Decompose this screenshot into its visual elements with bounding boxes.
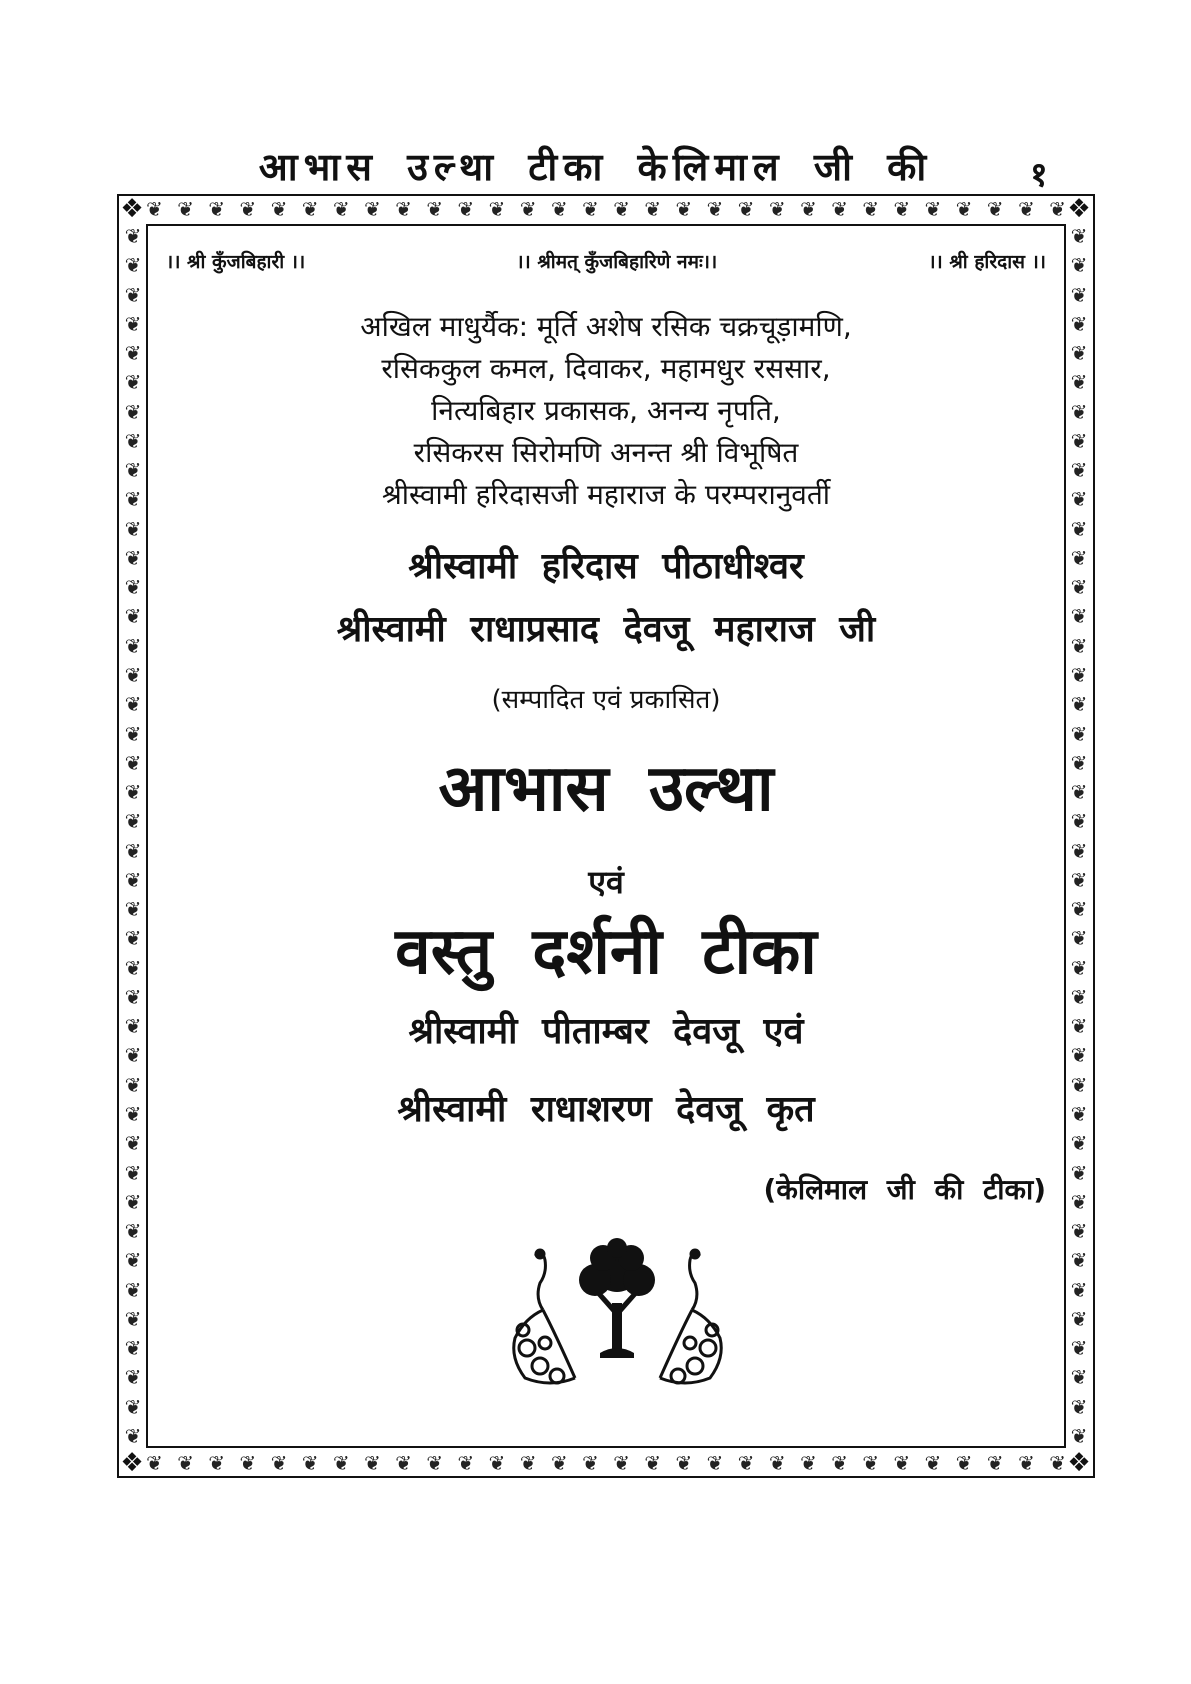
border-ornament-icon: ❦ (124, 1365, 142, 1390)
border-ornament-icon: ❦ (862, 1451, 879, 1475)
border-ornament-icon: ❦ (124, 341, 142, 366)
border-ornament-icon: ❦ (363, 197, 381, 221)
border-ornament-icon: ❦ (124, 633, 142, 658)
border-ornament-icon: ❦ (1070, 1423, 1088, 1448)
border-ornament-icon: ❦ (1070, 750, 1088, 775)
commentators-line-2: श्रीस्वामी राधाशरण देवजू कृत (397, 1089, 815, 1130)
border-ornament-icon: ❦ (831, 197, 848, 221)
border-ornament-icon: ❦ (457, 1451, 475, 1475)
border-ornament-icon: ❦ (124, 224, 142, 248)
epithet-line: रसिककुल कमल, दिवाकर, महामधुर रससार, (381, 352, 831, 385)
border-ornament-icon: ❦ (831, 1451, 848, 1475)
border-ornament-icon: ❦ (124, 370, 142, 395)
border-ornament-icon: ❦ (146, 1451, 163, 1475)
border-ornament-icon: ❦ (1070, 721, 1088, 746)
border-ornament-icon: ❦ (124, 1043, 142, 1068)
border-ornament-icon: ❦ (1070, 662, 1088, 687)
border-ornament-icon: ❦ (124, 604, 142, 629)
border-ornament-icon: ❦ (737, 1451, 755, 1475)
border-ornament-icon: ❦ (768, 1451, 786, 1475)
border-ornament-icon: ❦ (124, 897, 142, 922)
border-ornament-icon: ❦ (395, 1451, 412, 1475)
border-ornament-icon: ❦ (208, 1451, 226, 1475)
border-ornament-icon: ❦ (1070, 487, 1088, 512)
border-ornament-icon: ❦ (1070, 1072, 1088, 1097)
border-ornament-icon: ❦ (239, 197, 257, 221)
border-ornament-icon: ❦ (124, 1423, 142, 1448)
border-ornament-icon: ❦ (124, 575, 142, 600)
border-ornament-icon: ❦ (1070, 458, 1088, 483)
border-ornament-icon: ❦ (862, 197, 879, 221)
corner-ornament-bottom-right: ❖ (1067, 1448, 1091, 1478)
peacock-tree-emblem (495, 1238, 740, 1393)
border-ornament-icon: ❦ (332, 1451, 350, 1475)
border-ornament-icon: ❦ (1070, 1394, 1088, 1419)
running-head-title: आभास उल्था टीका केलिमाल जी की (258, 145, 933, 189)
decorative-border-left (119, 224, 147, 1448)
border-ornament-icon: ❦ (1070, 692, 1088, 717)
border-ornament-icon: ❦ (706, 197, 724, 221)
border-ornament-icon: ❦ (1070, 282, 1088, 307)
decorative-border-bottom (146, 1450, 1066, 1476)
border-ornament-icon: ❦ (519, 1451, 537, 1475)
border-ornament-icon: ❦ (955, 197, 973, 221)
peacock-left-icon (514, 1250, 575, 1383)
border-ornament-icon: ❦ (124, 867, 142, 892)
border-ornament-icon: ❦ (613, 1451, 630, 1475)
border-ornament-icon: ❦ (124, 1160, 142, 1185)
border-ornament-icon: ❦ (1070, 1189, 1088, 1214)
border-ornament-icon: ❦ (124, 692, 142, 717)
border-ornament-icon: ❦ (1070, 897, 1088, 922)
border-ornament-icon: ❦ (581, 1451, 599, 1475)
border-ornament-icon: ❦ (124, 1101, 142, 1126)
border-ornament-icon: ❦ (1070, 1365, 1088, 1390)
book-title-second: वस्तु दर्शनी टीका (395, 915, 817, 989)
book-title-main: आभास उल्था (438, 752, 774, 826)
tree-icon (579, 1238, 655, 1358)
decorative-border-top (146, 196, 1066, 222)
border-ornament-icon: ❦ (1070, 1101, 1088, 1126)
border-ornament-icon: ❦ (1049, 197, 1066, 221)
border-ornament-icon: ❦ (1070, 341, 1088, 366)
border-ornament-icon: ❦ (124, 458, 142, 483)
border-ornament-icon: ❦ (644, 1451, 662, 1475)
border-ornament-icon: ❦ (799, 1451, 817, 1475)
border-ornament-icon: ❦ (124, 721, 142, 746)
border-ornament-icon: ❦ (426, 197, 444, 221)
border-ornament-icon: ❦ (124, 1306, 142, 1331)
border-ornament-icon: ❦ (675, 197, 693, 221)
border-ornament-icon: ❦ (124, 1131, 142, 1156)
border-ornament-icon: ❦ (1070, 1160, 1088, 1185)
border-ornament-icon: ❦ (1070, 253, 1088, 278)
border-ornament-icon: ❦ (1070, 1336, 1088, 1361)
border-ornament-icon: ❦ (1070, 399, 1088, 424)
author-line-1: श्रीस्वामी हरिदास पीठाधीश्वर (408, 546, 804, 587)
border-ornament-icon: ❦ (1017, 197, 1035, 221)
border-ornament-icon: ❦ (706, 1451, 724, 1475)
border-ornament-icon: ❦ (124, 1277, 142, 1302)
border-ornament-icon: ❦ (124, 428, 142, 453)
epithet-line: नित्यबिहार प्रकासक, अनन्य नृपति, (431, 394, 781, 427)
border-ornament-icon: ❦ (1070, 428, 1088, 453)
border-ornament-icon: ❦ (124, 253, 142, 278)
border-ornament-icon: ❦ (124, 750, 142, 775)
border-ornament-icon: ❦ (737, 197, 755, 221)
border-ornament-icon: ❦ (1070, 984, 1088, 1009)
invocation-center: ।। श्रीमत् कुँजबिहारिणे नमः।। (516, 251, 718, 273)
border-ornament-icon: ❦ (1070, 809, 1088, 834)
border-ornament-icon: ❦ (301, 1451, 319, 1475)
border-ornament-icon: ❦ (124, 838, 142, 863)
border-ornament-icon: ❦ (270, 1451, 288, 1475)
border-ornament-icon: ❦ (301, 197, 319, 221)
border-ornament-icon: ❦ (124, 926, 142, 951)
title-connector: एवं (588, 863, 624, 901)
border-ornament-icon: ❦ (124, 1072, 142, 1097)
border-ornament-icon: ❦ (955, 1451, 973, 1475)
border-ornament-icon: ❦ (675, 1451, 693, 1475)
border-ornament-icon: ❦ (1070, 1277, 1088, 1302)
border-ornament-icon: ❦ (488, 197, 506, 221)
commentators-line-1: श्रीस्वामी पीताम्बर देवजू एवं (408, 1011, 804, 1052)
border-ornament-icon: ❦ (924, 1451, 942, 1475)
border-ornament-icon: ❦ (613, 197, 630, 221)
border-ornament-icon: ❦ (1070, 867, 1088, 892)
border-ornament-icon: ❦ (124, 516, 142, 541)
edited-published-note: (सम्पादित एवं प्रकासित) (491, 685, 721, 715)
border-ornament-icon: ❦ (986, 197, 1004, 221)
border-ornament-icon: ❦ (1070, 545, 1088, 570)
border-ornament-icon: ❦ (893, 1451, 911, 1475)
border-ornament-icon: ❦ (924, 197, 942, 221)
border-ornament-icon: ❦ (1070, 224, 1088, 248)
border-ornament-icon: ❦ (1070, 1306, 1088, 1331)
border-ornament-icon: ❦ (124, 1189, 142, 1214)
border-ornament-icon: ❦ (124, 282, 142, 307)
border-ornament-icon: ❦ (1070, 633, 1088, 658)
border-ornament-icon: ❦ (550, 197, 568, 221)
border-ornament-icon: ❦ (363, 1451, 381, 1475)
border-ornament-icon: ❦ (124, 1336, 142, 1361)
corner-ornament-top-left: ❖ (120, 194, 144, 224)
border-ornament-icon: ❦ (177, 1451, 194, 1475)
border-ornament-icon: ❦ (124, 1014, 142, 1039)
epithet-block (146, 306, 1066, 516)
subtitle-kelimal-tika: (केलिमाल जी की टीका) (763, 1173, 1046, 1206)
border-ornament-icon: ❦ (519, 197, 537, 221)
border-ornament-icon: ❦ (1070, 1248, 1088, 1273)
border-ornament-icon: ❦ (644, 197, 662, 221)
border-ornament-icon: ❦ (1070, 311, 1088, 336)
border-ornament-icon: ❦ (1070, 955, 1088, 980)
corner-ornament-top-right: ❖ (1067, 194, 1091, 224)
border-ornament-icon: ❦ (426, 1451, 444, 1475)
border-ornament-icon: ❦ (124, 311, 142, 336)
border-ornament-icon: ❦ (124, 662, 142, 687)
corner-ornament-bottom-left: ❖ (120, 1448, 144, 1478)
border-ornament-icon: ❦ (768, 197, 786, 221)
border-ornament-icon: ❦ (124, 1248, 142, 1273)
invocation-line (166, 248, 1046, 274)
border-ornament-icon: ❦ (124, 399, 142, 424)
border-ornament-icon: ❦ (1070, 370, 1088, 395)
border-ornament-icon: ❦ (799, 197, 817, 221)
border-ornament-icon: ❦ (1070, 1131, 1088, 1156)
border-ornament-icon: ❦ (124, 1394, 142, 1419)
border-ornament-icon: ❦ (1017, 1451, 1035, 1475)
author-line-2: श्रीस्वामी राधाप्रसाद देवजू महाराज जी (336, 609, 876, 650)
border-ornament-icon: ❦ (1070, 604, 1088, 629)
border-ornament-icon: ❦ (270, 197, 288, 221)
border-ornament-icon: ❦ (1070, 1014, 1088, 1039)
border-ornament-icon: ❦ (1049, 1451, 1066, 1475)
border-ornament-icon: ❦ (1070, 575, 1088, 600)
decorative-border-right (1065, 224, 1093, 1448)
border-ornament-icon: ❦ (124, 545, 142, 570)
border-ornament-icon: ❦ (1070, 1043, 1088, 1068)
border-ornament-icon: ❦ (124, 1219, 142, 1244)
border-ornament-icon: ❦ (1070, 780, 1088, 805)
border-ornament-icon: ❦ (1070, 516, 1088, 541)
border-ornament-icon: ❦ (124, 487, 142, 512)
peacock-right-icon (660, 1250, 721, 1383)
border-ornament-icon: ❦ (581, 197, 599, 221)
border-ornament-icon: ❦ (239, 1451, 257, 1475)
border-ornament-icon: ❦ (146, 197, 163, 221)
epithet-line: अखिल माधुर्यैक: मूर्ति अशेष रसिक चक्रचूड़ामणि, (360, 310, 852, 343)
border-ornament-icon: ❦ (488, 1451, 506, 1475)
page-number: १ (1030, 155, 1048, 195)
border-ornament-icon: ❦ (124, 955, 142, 980)
epithet-line: रसिकरस सिरोमणि अनन्त श्री विभूषित (413, 436, 799, 469)
border-ornament-icon: ❦ (124, 780, 142, 805)
border-ornament-icon: ❦ (893, 197, 911, 221)
border-ornament-icon: ❦ (1070, 1219, 1088, 1244)
border-ornament-icon: ❦ (1070, 838, 1088, 863)
epithet-line: श्रीस्वामी हरिदासजी महाराज के परम्परानुवर्ती (381, 478, 831, 511)
border-ornament-icon: ❦ (124, 809, 142, 834)
border-ornament-icon: ❦ (550, 1451, 568, 1475)
border-ornament-icon: ❦ (124, 984, 142, 1009)
border-ornament-icon: ❦ (208, 197, 226, 221)
border-ornament-icon: ❦ (1070, 926, 1088, 951)
border-ornament-icon: ❦ (332, 197, 350, 221)
border-ornament-icon: ❦ (177, 197, 194, 221)
invocation-right: ।। श्री हरिदास ।। (928, 251, 1046, 273)
invocation-left: ।। श्री कुँजबिहारी ।। (166, 251, 306, 273)
border-ornament-icon: ❦ (395, 197, 412, 221)
border-ornament-icon: ❦ (457, 197, 475, 221)
border-ornament-icon: ❦ (986, 1451, 1004, 1475)
